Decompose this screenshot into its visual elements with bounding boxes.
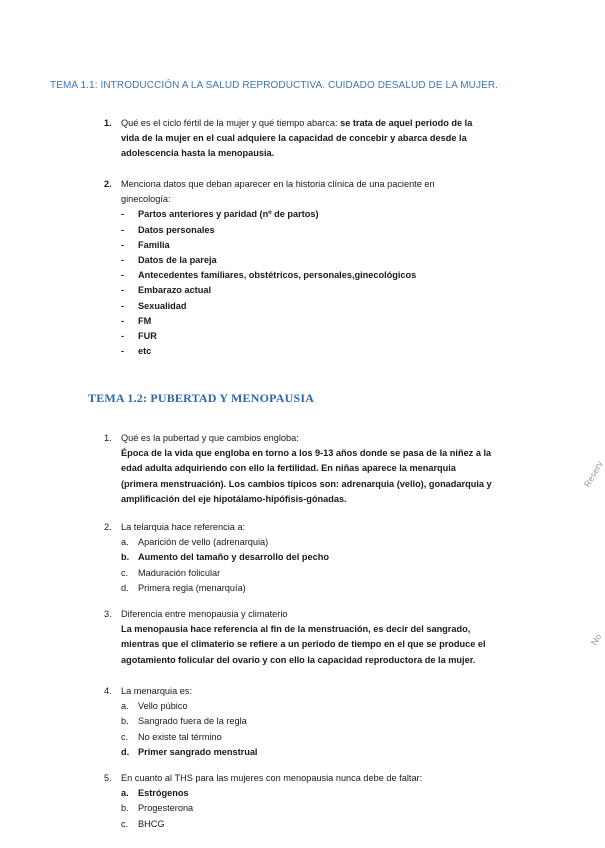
question-pubertad: [104, 431, 494, 507]
question-text: Diferencia entre menopausia y climaterio: [121, 609, 288, 619]
question-text: En cuanto al THS para las mujeres con menopausia nunca debe de faltar:: [121, 773, 423, 783]
question-number: 1.: [104, 118, 112, 128]
options-list: [121, 786, 494, 832]
q1-line-3: adolescencia hasta la menopausia.: [121, 148, 275, 159]
question-2-historia-clinica: [104, 177, 494, 359]
option-c: c. No existe tal término: [121, 731, 222, 742]
section-heading-tema-1-2: TEMA 1.2: PUBERTAD Y MENOPAUSIA: [88, 391, 315, 405]
options-list: [121, 699, 494, 760]
option-c: c. BHCG: [121, 818, 165, 829]
options-list: [121, 535, 494, 596]
option-d: d. Primera regla (menarquía): [121, 582, 246, 593]
list-item: - Partos anteriores y paridad (nº de partos): [121, 209, 319, 220]
question-number: 3.: [104, 609, 112, 619]
section-heading-tema-1-1: TEMA 1.1: INTRODUCCIÓN A LA SALUD REPRODUCTIVA. CUIDADO DESALUD DE LA MUJER.: [50, 80, 499, 91]
option-a: a. Vello púbico: [121, 701, 188, 712]
question-text: Qué es la pubertad y que cambios engloba:: [121, 433, 299, 443]
question-menopausia-climaterio: [104, 607, 494, 668]
option-b: b. Sangrado fuera de la regla: [121, 716, 247, 727]
list-item: - FM: [121, 315, 152, 326]
question-number: 2.: [104, 179, 112, 189]
option-b-correct: b. Aumento del tamaño y desarrollo del pecho: [121, 552, 329, 563]
question-number: 1.: [104, 433, 112, 443]
list-item: - Antecedentes familiares, obstétricos, personales,ginecológicos: [121, 270, 417, 281]
q1-line-1: Qué es el ciclo fértil de la mujer y qué tiempo abarca: se trata de aquel periodo de la: [121, 118, 473, 128]
list-item: - Embarazo actual: [121, 285, 212, 296]
watermark-fragment: No: [589, 632, 604, 647]
question-telarquia: [104, 520, 494, 596]
question-text: La menarquia es:: [121, 686, 192, 696]
list-item: - Datos personales: [121, 224, 215, 235]
answer-line: (primera menstruación). Los cambios típicos son: adrenarquia (vello), gonadarquia y: [121, 478, 492, 489]
list-item: - FUR: [121, 330, 157, 341]
answer-line: Época de la vida que engloba en torno a los 9-13 años donde se pasa de la niñez a la: [121, 448, 492, 459]
list-item: - Datos de la pareja: [121, 254, 217, 265]
question-text: La telarquia hace referencia a:: [121, 522, 246, 532]
answer-line: amplificación del eje hipotálamo-hipófisis-gónadas.: [121, 493, 347, 504]
option-a-correct: a. Estrógenos: [121, 788, 189, 799]
list-item: - etc: [121, 346, 152, 357]
answer-line: mientras que el climaterio se refiere a un periodo de tiempo en el que se produce el: [121, 639, 486, 650]
question-menarquia: [104, 684, 494, 760]
historia-clinica-list: [121, 207, 494, 359]
question-number: 2.: [104, 522, 112, 532]
list-item: - Sexualidad: [121, 300, 187, 311]
list-item: - Familia: [121, 239, 170, 250]
option-d-correct: d. Primer sangrado menstrual: [121, 746, 258, 757]
question-1-ciclo-fertil: [104, 116, 494, 162]
option-c: c. Maduración folicular: [121, 567, 221, 578]
watermark-fragment: Reserv: [582, 459, 605, 489]
option-a: a. Aparición de vello (adrenarquia): [121, 537, 269, 548]
q2-question-line-2: ginecología:: [121, 194, 171, 205]
question-number: 4.: [104, 686, 112, 696]
question-number: 5.: [104, 773, 112, 783]
question-ths: [104, 771, 494, 832]
answer-line: agotamiento folicular del ovario y con ello la capacidad reproductora de la mujer.: [121, 654, 476, 665]
q1-line-2: vida de la mujer en el cual adquiere la capacidad de concebir y abarca desde la: [121, 133, 467, 144]
option-b: b. Progesterona: [121, 803, 194, 814]
answer-line: edad adulta adquiriendo con ello la fertilidad. En niñas aparece la menarquia: [121, 463, 456, 474]
answer-line: La menopausia hace referencia al fin de la menstruación, es decir del sangrado,: [121, 624, 471, 635]
q2-question-line-1: Menciona datos que deban aparecer en la historia clínica de una paciente en: [121, 179, 435, 189]
